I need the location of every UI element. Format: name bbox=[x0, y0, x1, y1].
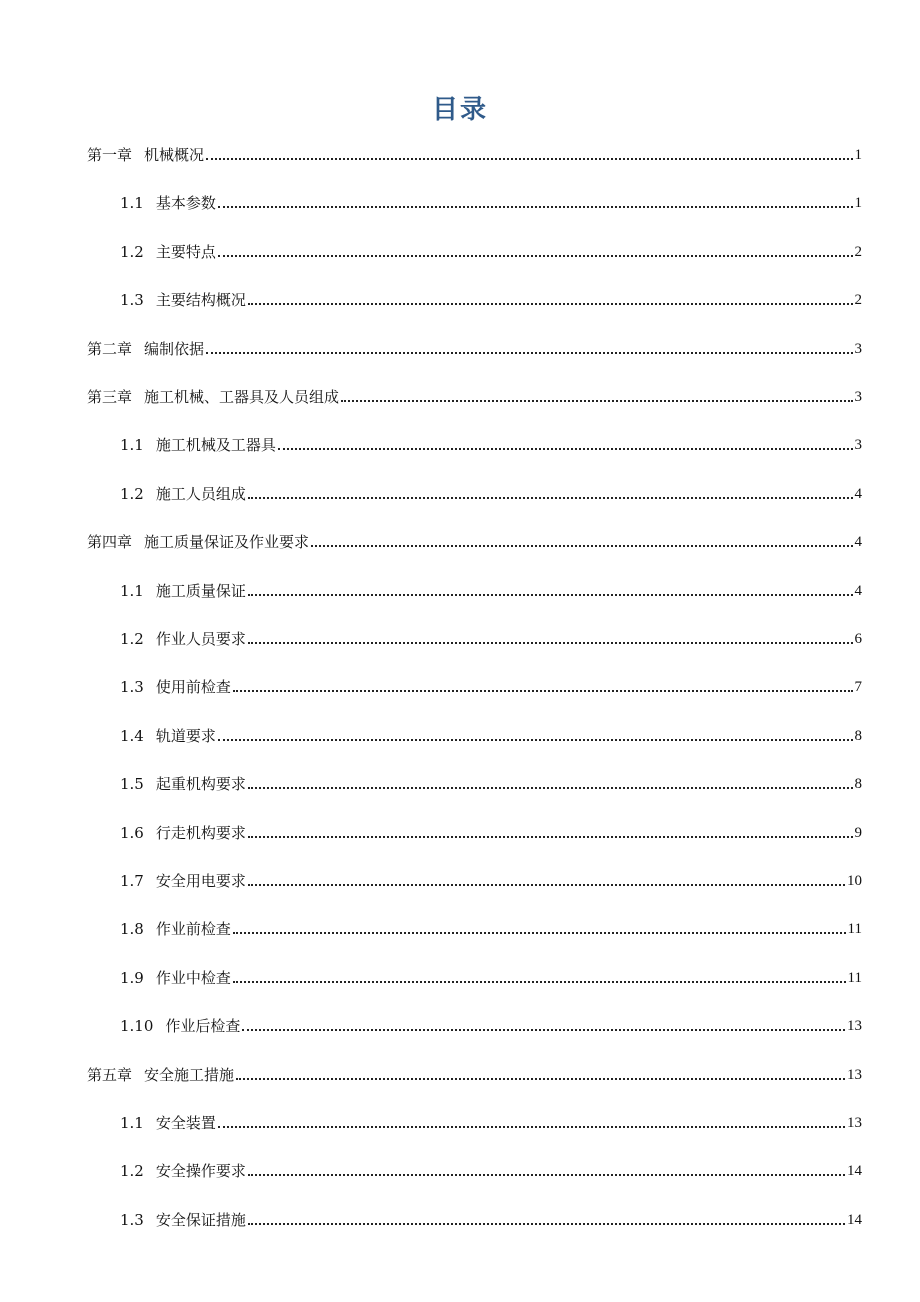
toc-entry-label bbox=[120, 1209, 246, 1231]
toc-dot-leader bbox=[248, 1174, 845, 1176]
toc-entry-number: 1.2 bbox=[120, 484, 144, 503]
toc-section-entry[interactable] bbox=[120, 1108, 862, 1134]
toc-dot-leader bbox=[218, 206, 853, 208]
toc-section-entry[interactable] bbox=[120, 818, 862, 844]
toc-chapter-entry[interactable] bbox=[87, 140, 862, 166]
toc-page-number: 10 bbox=[847, 873, 862, 889]
toc-entry-number: 1.3 bbox=[120, 678, 144, 697]
toc-entry-number: 1.1 bbox=[120, 194, 144, 213]
toc-entry-number: 第四章 bbox=[87, 533, 133, 552]
toc-entry-number: 第五章 bbox=[87, 1065, 133, 1084]
toc-entry-number: 1.2 bbox=[120, 1162, 144, 1181]
toc-page-number: 9 bbox=[854, 824, 862, 841]
toc-entry-number: 1.2 bbox=[120, 630, 144, 648]
toc-entry-title: 安全施工措施 bbox=[144, 1065, 235, 1084]
toc-entry-label bbox=[120, 773, 246, 795]
toc-dot-leader bbox=[233, 690, 853, 692]
toc-chapter-entry[interactable] bbox=[87, 334, 862, 360]
toc-entry-number: 1.7 bbox=[120, 872, 144, 890]
toc-page-number: 4 bbox=[854, 485, 862, 502]
toc-entry-label bbox=[87, 144, 204, 166]
toc-section-entry[interactable] bbox=[120, 624, 862, 650]
toc-entry-label bbox=[120, 1112, 216, 1134]
toc-page-number: 4 bbox=[854, 534, 862, 551]
toc-dot-leader bbox=[248, 594, 853, 596]
toc-entry-label bbox=[120, 241, 216, 263]
toc-entry-title: 作业人员要求 bbox=[155, 630, 246, 648]
toc-section-entry[interactable] bbox=[120, 963, 862, 989]
toc-dot-leader bbox=[218, 1126, 845, 1128]
toc-page-number: 11 bbox=[847, 969, 862, 986]
toc-entry-label bbox=[120, 580, 246, 602]
toc-entry-title: 机械概况 bbox=[144, 146, 205, 164]
toc-page-number: 8 bbox=[854, 727, 862, 744]
toc-page-number: 11 bbox=[847, 921, 862, 938]
toc-entry-title: 施工质量保证及作业要求 bbox=[144, 533, 310, 552]
toc-entry-number: 第一章 bbox=[87, 146, 133, 164]
toc-section-entry[interactable] bbox=[120, 672, 862, 698]
toc-entry-number: 第二章 bbox=[87, 339, 133, 358]
toc-section-entry[interactable] bbox=[120, 1011, 862, 1037]
toc-section-entry[interactable] bbox=[120, 576, 862, 602]
toc-page-number: 1 bbox=[854, 147, 862, 163]
toc-page-number: 2 bbox=[854, 292, 862, 309]
toc-entry-number: 1.2 bbox=[120, 242, 144, 261]
toc-entry-title: 施工质量保证 bbox=[155, 581, 246, 600]
toc-entry-title: 主要特点 bbox=[155, 242, 216, 261]
toc-page-number: 8 bbox=[854, 776, 862, 793]
toc-entry-number: 1.6 bbox=[120, 823, 144, 842]
toc-entry-title: 起重机构要求 bbox=[155, 775, 246, 794]
toc-page-number: 3 bbox=[854, 437, 862, 454]
toc-entry-title: 使用前检查 bbox=[155, 678, 231, 697]
toc-dot-leader bbox=[218, 739, 853, 741]
toc-dot-leader bbox=[218, 255, 853, 257]
toc-dot-leader bbox=[236, 1078, 845, 1080]
toc-title: 目录 bbox=[431, 95, 488, 125]
toc-entry-number: 1.8 bbox=[120, 920, 144, 939]
toc-entry-label bbox=[120, 870, 246, 892]
toc-entry-title: 施工机械及工器具 bbox=[155, 436, 276, 455]
toc-section-entry[interactable] bbox=[120, 1205, 862, 1231]
toc-dot-leader bbox=[248, 642, 853, 644]
toc-entry-number: 1.5 bbox=[120, 775, 144, 794]
toc-entry-title: 行走机构要求 bbox=[155, 823, 246, 842]
toc-entry-label bbox=[87, 1064, 234, 1086]
toc-page-number: 14 bbox=[847, 1211, 862, 1228]
toc-entry-number: 1.1 bbox=[120, 1114, 144, 1132]
toc-entry-title: 安全操作要求 bbox=[155, 1162, 246, 1181]
toc-section-entry[interactable] bbox=[120, 914, 862, 940]
toc-entry-number: 1.1 bbox=[120, 581, 144, 600]
toc-entry-title: 作业后检查 bbox=[165, 1017, 241, 1036]
toc-dot-leader bbox=[248, 836, 853, 838]
toc-dot-leader bbox=[248, 787, 853, 789]
toc-entry-number: 1.1 bbox=[120, 436, 144, 455]
toc-entry-title: 轨道要求 bbox=[155, 726, 216, 745]
toc-page-number: 6 bbox=[854, 631, 862, 647]
toc-entry-number: 1.3 bbox=[120, 1210, 144, 1229]
toc-entry-title: 安全保证措施 bbox=[155, 1210, 246, 1229]
toc-entry-label bbox=[87, 386, 339, 408]
toc-page-number: 1 bbox=[854, 195, 862, 212]
toc-entry-number: 1.4 bbox=[120, 726, 144, 745]
toc-entry-number: 1.3 bbox=[120, 291, 144, 310]
toc-entry-label bbox=[120, 822, 246, 844]
toc-page-number: 13 bbox=[847, 1066, 862, 1083]
toc-section-entry[interactable] bbox=[120, 188, 862, 214]
toc-section-entry[interactable] bbox=[120, 479, 862, 505]
toc-chapter-entry[interactable] bbox=[87, 382, 862, 408]
toc-entry-label bbox=[120, 1160, 246, 1182]
toc-entry-label bbox=[120, 1015, 240, 1037]
toc-entry-label bbox=[120, 725, 216, 747]
toc-dot-leader bbox=[206, 352, 852, 354]
toc-section-entry[interactable] bbox=[120, 285, 862, 311]
toc-entry-label bbox=[120, 483, 246, 505]
toc-dot-leader bbox=[341, 400, 852, 402]
toc-page-number: 3 bbox=[854, 389, 862, 405]
toc-dot-leader bbox=[248, 1223, 845, 1225]
toc-entry-title: 施工机械、工器具及人员组成 bbox=[144, 388, 340, 406]
toc-dot-leader bbox=[206, 158, 852, 160]
toc-entry-label bbox=[120, 628, 246, 650]
toc-entry-number: 1.9 bbox=[120, 968, 144, 987]
toc-dot-leader bbox=[278, 448, 853, 450]
toc-chapter-entry[interactable] bbox=[87, 527, 862, 553]
toc-section-entry[interactable] bbox=[120, 430, 862, 456]
toc-section-entry[interactable] bbox=[120, 1156, 862, 1182]
toc-section-entry[interactable] bbox=[120, 237, 862, 263]
toc-dot-leader bbox=[311, 545, 852, 547]
toc-entry-label bbox=[120, 967, 231, 989]
toc-entry-title: 施工人员组成 bbox=[155, 484, 246, 503]
toc-entry-label bbox=[120, 434, 276, 456]
toc-dot-leader bbox=[248, 497, 853, 499]
toc-page-number: 7 bbox=[854, 679, 862, 696]
toc-page-number: 2 bbox=[854, 243, 862, 260]
toc-section-entry[interactable] bbox=[120, 866, 862, 892]
toc-page-number: 13 bbox=[847, 1018, 862, 1035]
toc-entry-label bbox=[87, 338, 204, 360]
toc-entry-number: 1.10 bbox=[120, 1017, 154, 1036]
toc-entry-title: 安全装置 bbox=[155, 1114, 216, 1132]
toc-page-number: 4 bbox=[854, 582, 862, 599]
toc-dot-leader bbox=[233, 932, 846, 934]
toc-chapter-entry[interactable] bbox=[87, 1060, 862, 1086]
toc-entry-title: 作业中检查 bbox=[155, 968, 231, 987]
toc-entry-label bbox=[120, 289, 246, 311]
toc-entry-title: 安全用电要求 bbox=[155, 872, 246, 890]
toc-page-number: 3 bbox=[854, 340, 862, 357]
toc-entry-label bbox=[120, 918, 231, 940]
toc-section-entry[interactable] bbox=[120, 721, 862, 747]
toc-section-entry[interactable] bbox=[120, 769, 862, 795]
toc-page-number: 14 bbox=[847, 1163, 862, 1180]
toc-entry-number: 第三章 bbox=[87, 388, 133, 406]
toc-page-number: 13 bbox=[847, 1115, 862, 1131]
toc-entry-label bbox=[120, 192, 216, 214]
toc-dot-leader bbox=[233, 981, 846, 983]
toc-entry-title: 编制依据 bbox=[144, 339, 205, 358]
toc-dot-leader bbox=[248, 884, 845, 886]
toc-entry-title: 作业前检查 bbox=[155, 920, 231, 939]
toc-dot-leader bbox=[248, 303, 853, 305]
toc-entry-label bbox=[120, 676, 231, 698]
toc-dot-leader bbox=[242, 1029, 845, 1031]
toc-entry-label bbox=[87, 531, 309, 553]
toc-entry-title: 主要结构概况 bbox=[155, 291, 246, 310]
toc-entry-title: 基本参数 bbox=[155, 194, 216, 213]
